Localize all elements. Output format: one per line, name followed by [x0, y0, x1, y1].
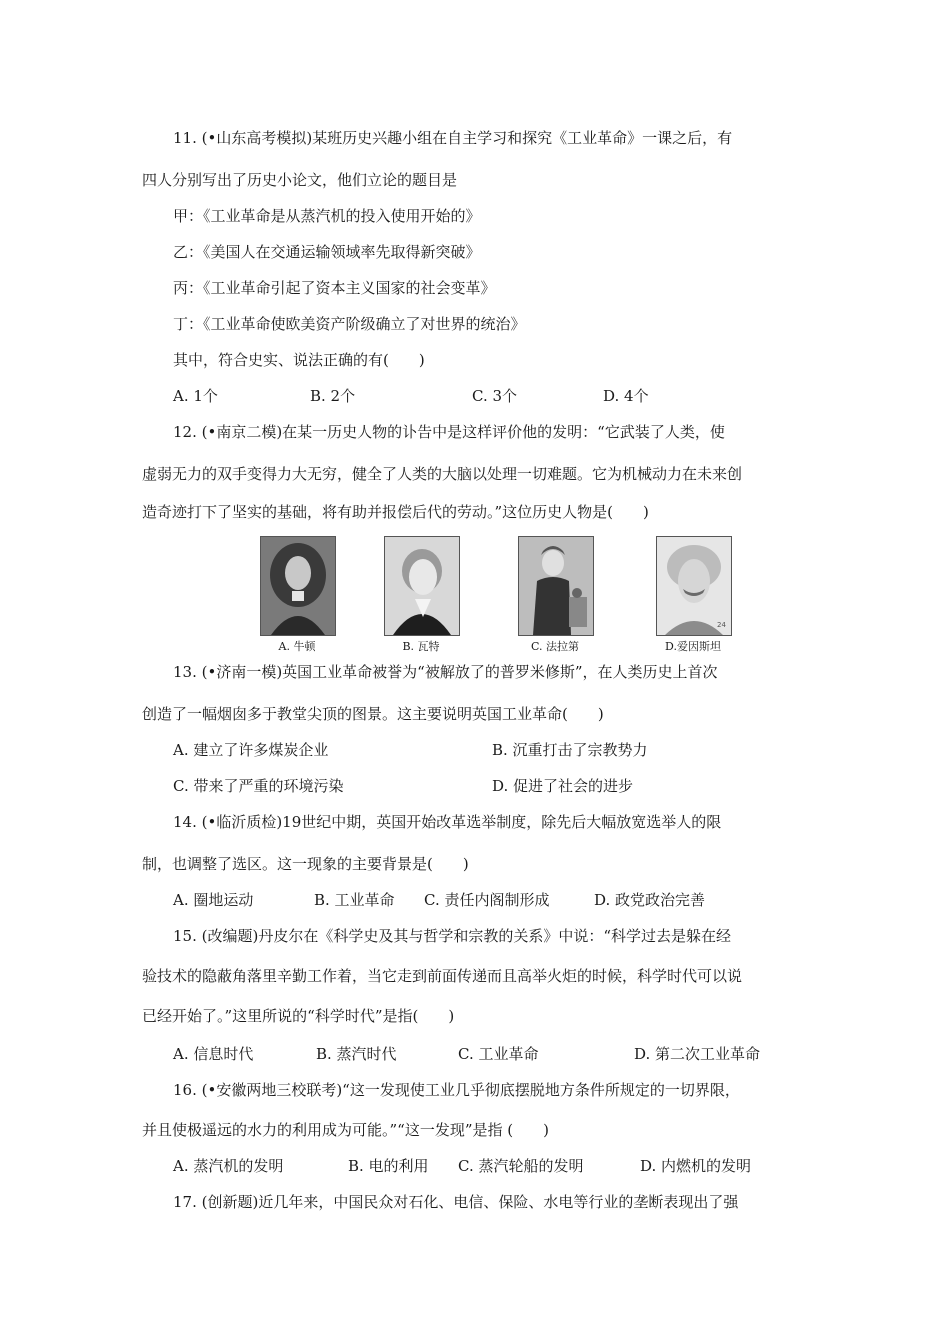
portrait-watt [384, 536, 460, 636]
q15-option-d: D. 第二次工业革命 [634, 1045, 761, 1063]
q11-item-jia: 甲：《工业革命是从蒸汽机的投入使用开始的》 [173, 207, 481, 225]
q11-option-a: A. 1个 [173, 387, 218, 405]
q11-item-bing: 丙：《工业革命引起了资本主义国家的社会变革》 [173, 279, 496, 297]
q11-stem-line2: 四人分别写出了历史小论文，他们立论的题目是 [142, 171, 458, 189]
q12-caption-b: B. 瓦特 [402, 640, 440, 653]
q15-stem-line3: 已经开始了。”这里所说的“科学时代”是指( ) [142, 1007, 455, 1025]
q14-option-a: A. 圈地运动 [173, 891, 254, 909]
q15-option-a: A. 信息时代 [173, 1045, 254, 1063]
q16-option-a: A. 蒸汽机的发明 [173, 1157, 284, 1175]
q14-stem-line1: 14. (•临沂质检)19世纪中期，英国开始改革选举制度，除先后大幅放宽选举人的限 [173, 813, 722, 831]
q13-option-c: C. 带来了严重的环境污染 [173, 777, 344, 795]
q12-caption-a: A. 牛顿 [278, 640, 316, 653]
q15-stem-line1: 15. (改编题)丹皮尔在《科学史及其与哲学和宗教的关系》中说：“科学过去是躲在经 [173, 927, 731, 945]
q11-item-ding: 丁：《工业革命使欧美资产阶级确立了对世界的统治》 [173, 315, 526, 333]
q14-stem-line2: 制，也调整了选区。这一现象的主要背景是( ) [142, 855, 469, 873]
q15-stem-line2: 验技术的隐蔽角落里辛勤工作着，当它走到前面传递而且高举火炬的时候，科学时代可以说 [142, 967, 743, 985]
q11-option-b: B. 2个 [310, 387, 356, 405]
q16-option-b: B. 电的利用 [348, 1157, 429, 1175]
q16-stem-line1: 16. (•安徽两地三校联考)“这一发现使工业几乎彻底摆脱地方条件所规定的一切界限， [173, 1081, 740, 1099]
q15-option-b: B. 蒸汽时代 [316, 1045, 397, 1063]
portrait-faraday [518, 536, 594, 636]
q12-caption-c: C. 法拉第 [530, 640, 580, 653]
portrait-newton [260, 536, 336, 636]
q17-stem-line1: 17. (创新题)近几年来，中国民众对石化、电信、保险、水电等行业的垄断表现出了强 [173, 1193, 739, 1211]
q16-option-c: C. 蒸汽轮船的发明 [458, 1157, 584, 1175]
q16-stem-line2: 并且使极遥远的水力的利用成为可能。”“这一发现”是指 ( ) [142, 1121, 549, 1139]
q12-caption-d: D.爱因斯坦 [665, 640, 721, 653]
svg-text:24: 24 [717, 621, 726, 629]
q13-stem-line1: 13. (•济南一模)英国工业革命被誉为“被解放了的普罗米修斯”，在人类历史上首次 [173, 663, 718, 681]
q14-option-b: B. 工业革命 [314, 891, 395, 909]
q12-stem-line2: 虚弱无力的双手变得力大无穷，健全了人类的大脑以处理一切难题。它为机械动力在未来创 [142, 465, 743, 483]
q11-option-d: D. 4个 [603, 387, 649, 405]
portrait-einstein [656, 536, 732, 636]
q11-stem-line1: 11. (•山东高考模拟)某班历史兴趣小组在自主学习和探究《工业革命》一课之后，有 [173, 129, 733, 147]
q14-option-d: D. 政党政治完善 [594, 891, 706, 909]
q14-option-c: C. 责任内阁制形成 [424, 891, 550, 909]
q12-stem-line3: 造奇迹打下了坚实的基础，将有助并报偿后代的劳动。”这位历史人物是( ) [142, 503, 649, 521]
q13-option-b: B. 沉重打击了宗教势力 [492, 741, 648, 759]
q15-option-c: C. 工业革命 [458, 1045, 539, 1063]
q11-option-c: C. 3个 [472, 387, 518, 405]
q11-item-yi: 乙：《美国人在交通运输领域率先取得新突破》 [173, 243, 481, 261]
q11-question: 其中，符合史实、说法正确的有( ) [173, 351, 425, 369]
q16-option-d: D. 内燃机的发明 [640, 1157, 752, 1175]
q13-stem-line2: 创造了一幅烟囱多于教堂尖顶的图景。这主要说明英国工业革命( ) [142, 705, 604, 723]
q12-stem-line1: 12. (•南京二模)在某一历史人物的讣告中是这样评价他的发明：“它武装了人类，使 [173, 423, 725, 441]
q13-option-a: A. 建立了许多煤炭企业 [173, 741, 329, 759]
q13-option-d: D. 促进了社会的进步 [492, 777, 634, 795]
